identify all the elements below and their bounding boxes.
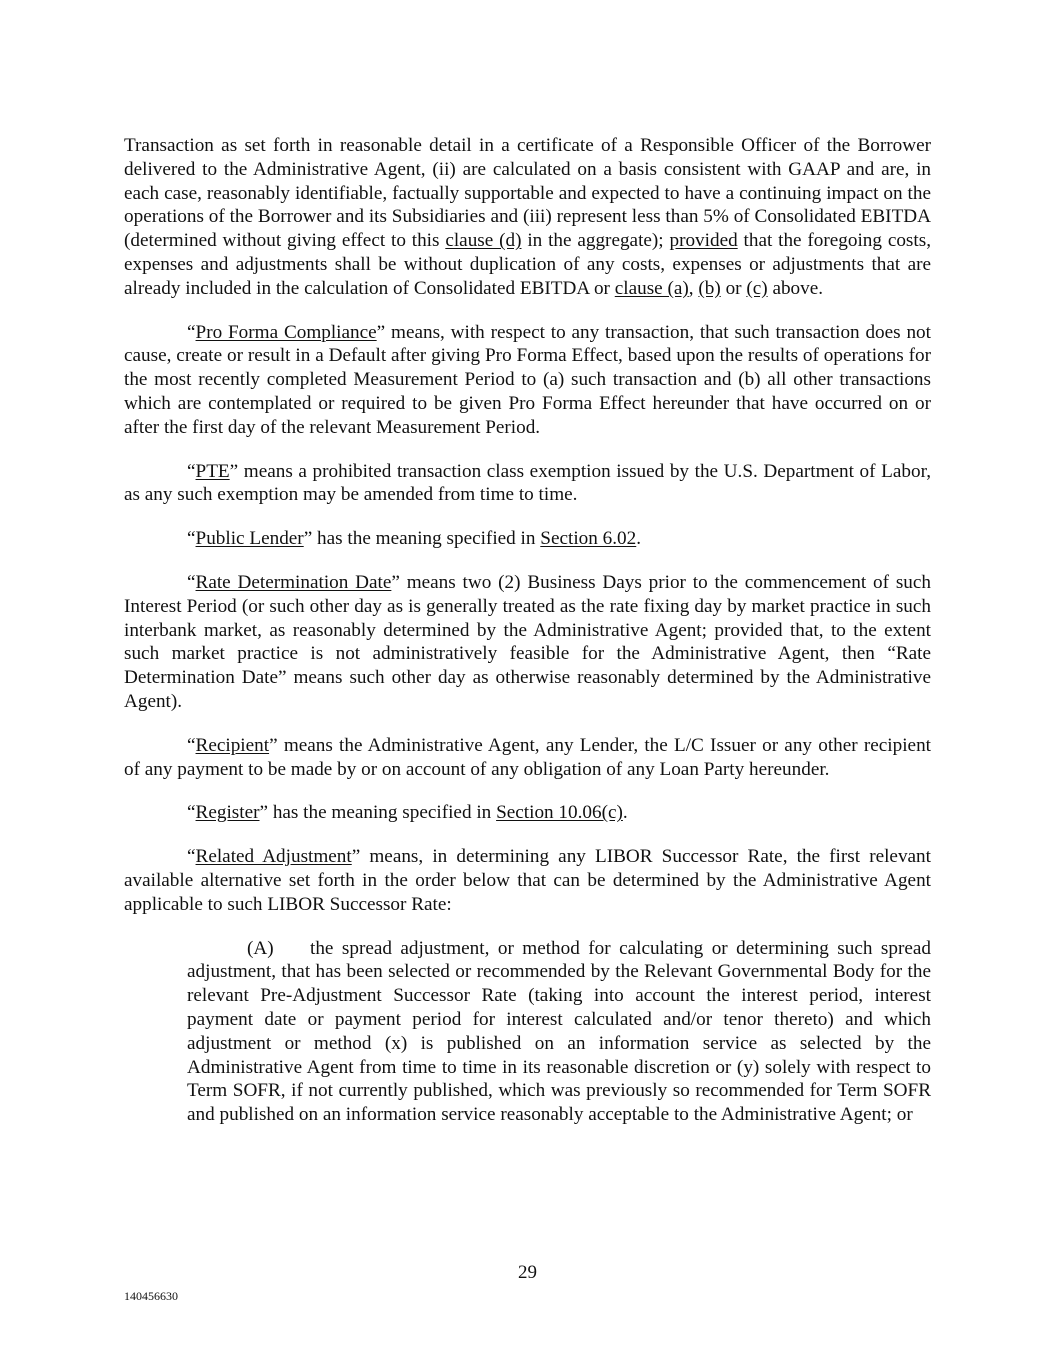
close-quote: ” — [303, 528, 313, 550]
clause-b-reference: (b) — [698, 277, 721, 299]
defined-term: PTE — [195, 460, 230, 482]
text: Transaction as set forth in reasonable detail in a certificate of a Responsible Officer of the Borrower delivered to the Administrative Agent, (ii) are calculated on a basis consistent with GAAP and are, in each case, reasonably identifiable, factually supportable and expected to have a continuing impact on the operations of the Borrower and its Subsidiaries and (iii) represent less than 5% of Consolidated EBITDA (determined without giving effect to this — [124, 135, 931, 252]
definition-text: means the Administrative Agent, any Lender, the L/C Issuer or any other recipient of any payment to be made by or on account of any obligation of any Loan Party hereunder. — [124, 734, 931, 780]
defined-term: Public Lender — [195, 528, 304, 550]
definition-recipient — [124, 734, 931, 782]
text: above. — [767, 277, 824, 299]
open-quote: “ — [187, 802, 196, 824]
close-quote: ” — [376, 321, 386, 343]
close-quote: ” — [229, 460, 239, 482]
definition-text: means two (2) Business Days prior to the commencement of such Interest Period (or such other day as is generally treated as the rate fixing day by market practice in such interbank market, as reasonably determined by the Administrative Agent; provided that, to the extent such market practice is not administratively feasible for the Administrative Agent, then “Rate Determination Date” means such other day as otherwise reasonably determined by the Administrative Agent). — [124, 571, 931, 712]
defined-term: Recipient — [195, 734, 270, 756]
close-quote: ” — [259, 802, 269, 824]
definition-related-adjustment — [124, 845, 931, 916]
section-reference: Section 10.06(c) — [496, 802, 623, 824]
definition-rate-determination-date — [124, 571, 931, 714]
defined-term: Rate Determination Date — [195, 571, 392, 593]
text: in the aggregate); — [521, 230, 670, 252]
document-id: 140456630 — [124, 1289, 178, 1303]
clause-label: (A) — [247, 937, 274, 959]
open-quote: “ — [187, 734, 196, 756]
text: that the foregoing costs, expenses and adjustments shall be without duplication of any costs, expenses or adjustments that are already included in the calculation of Consolidated EBITDA or — [124, 230, 931, 299]
defined-term: Register — [195, 802, 260, 824]
provided-term: provided — [669, 230, 738, 252]
text: or — [720, 277, 747, 299]
clause-c-reference: (c) — [746, 277, 768, 299]
page-number: 29 — [518, 1262, 537, 1283]
definition-public-lender — [124, 527, 931, 551]
defined-term: Pro Forma Compliance — [195, 321, 377, 343]
open-quote: “ — [187, 571, 196, 593]
clause-a-reference: clause (a) — [614, 277, 689, 299]
section-reference: Section 6.02 — [540, 528, 637, 550]
close-quote: ” — [391, 571, 400, 593]
text: , — [688, 277, 699, 299]
open-quote: “ — [187, 321, 196, 343]
clause-d-reference: clause (d) — [445, 230, 522, 252]
defined-term: Related Adjustment — [195, 846, 352, 868]
definition-pte — [124, 460, 931, 508]
definition-text: means, with respect to any transaction, that such transaction does not cause, create or result in a Default after giving Pro Forma Effect, based upon the results of operations for the most recently completed Measurement Period to (a) such transaction and (b) all other transactions which are contemplated or required to be given Pro Forma Effect hereunder that have occurred on or after the first day of the relevant Measurement Period. — [124, 321, 931, 438]
open-quote: “ — [187, 460, 196, 482]
definition-text: has the meaning specified in — [268, 802, 497, 824]
definition-text: has the meaning specified in — [312, 528, 541, 550]
clause-text: the spread adjustment, or method for calculating or determining such spread adjustment, that has been selected or recommended by the Relevant Governmental Body for the relevant Pre-Adjustment Successor Rate (taking into account the interest period, interest payment date or payment period for interest calculated and/or tenor thereto) and which adjustment or method (x) is published on an information service as selected by the Administrative Agent from time to time in its reasonable discretion or (y) solely with respect to Term SOFR, if not currently published, which was previously so recommended for Term SOFR and published on an information service reasonably acceptable to the Administrative Agent; or — [187, 937, 931, 1126]
definition-register — [124, 801, 931, 825]
definition-pro-forma-compliance — [124, 321, 931, 440]
close-quote: ” — [269, 734, 278, 756]
document-body — [124, 134, 931, 1127]
clause-a — [187, 937, 931, 1127]
close-quote: ” — [351, 846, 361, 868]
definition-text: means a prohibited transaction class exemption issued by the U.S. Department of Labor, as any such exemption may be amended from time to time. — [124, 460, 931, 506]
definition-text: means, in determining any LIBOR Successor Rate, the first relevant available alternative set forth in the order below that can be determined by the Administrative Agent applicable to such LIBOR Successor Rate: — [124, 846, 931, 915]
period: . — [636, 528, 642, 550]
period: . — [622, 802, 628, 824]
open-quote: “ — [187, 528, 196, 550]
paragraph-continuation — [124, 134, 931, 301]
open-quote: “ — [187, 846, 196, 868]
